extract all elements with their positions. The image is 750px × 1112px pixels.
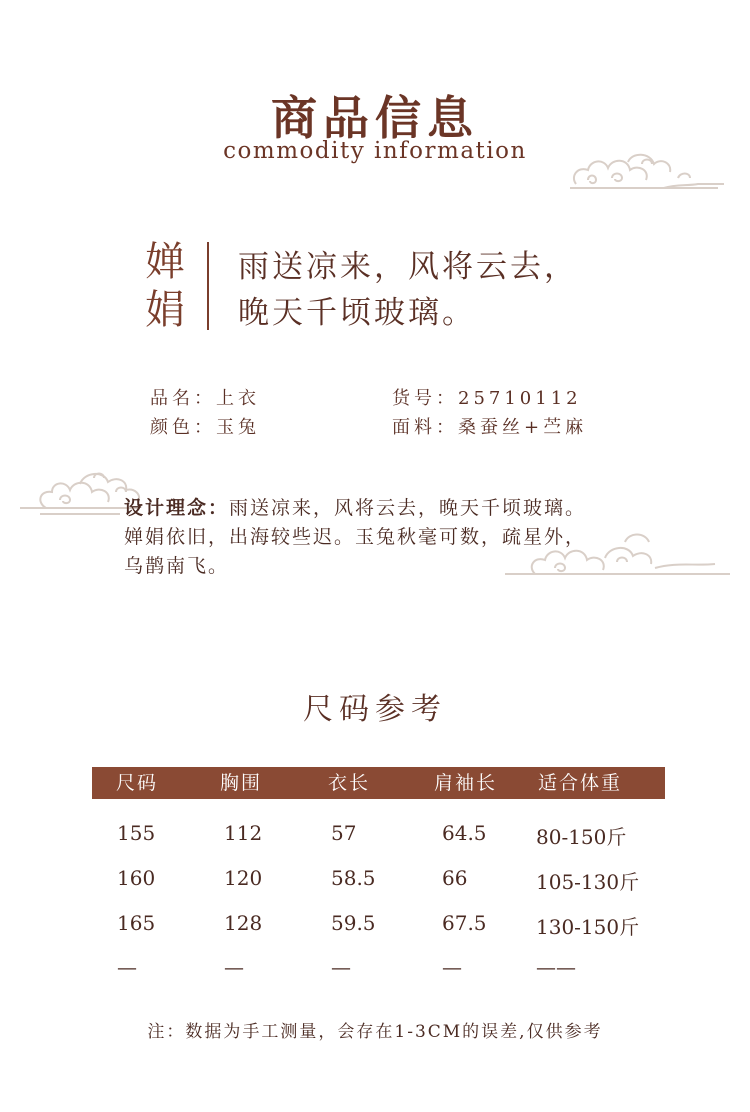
poem-line: 雨送凉来，风将云去， bbox=[238, 249, 578, 285]
product-name-field: 品名：上衣 bbox=[150, 388, 260, 409]
cloud-decoration-icon bbox=[568, 148, 728, 198]
table-cell: 112 bbox=[224, 821, 263, 845]
product-name-char: 婵 bbox=[145, 239, 185, 285]
table-cell: 155 bbox=[117, 821, 156, 845]
design-concept-line: 婵娟依旧，出海较些迟。玉兔秋毫可数，疏星外， bbox=[124, 526, 587, 548]
divider bbox=[207, 242, 209, 330]
table-cell: — bbox=[224, 955, 244, 979]
design-concept-label: 设计理念： bbox=[124, 497, 230, 519]
column-header-chest: 胸围 bbox=[220, 772, 263, 794]
size-chart-title: 尺码参考 bbox=[303, 692, 447, 727]
table-cell: 160 bbox=[117, 866, 156, 890]
table-cell: 58.5 bbox=[331, 866, 376, 890]
design-concept bbox=[124, 494, 664, 581]
fabric-field: 面料：桑蚕丝+苎麻 bbox=[392, 417, 588, 438]
table-cell: — bbox=[442, 955, 462, 979]
table-cell: 80-150斤 bbox=[536, 825, 627, 849]
design-concept-line: 乌鹊南飞。 bbox=[124, 555, 230, 577]
poem bbox=[238, 244, 578, 336]
column-header-length: 衣长 bbox=[328, 772, 371, 794]
column-header-weight: 适合体重 bbox=[538, 772, 623, 794]
table-cell: 59.5 bbox=[331, 911, 376, 935]
table-cell: 66 bbox=[442, 866, 468, 890]
measurement-note: 注：数据为手工测量，会存在1-3CM的误差,仅供参考 bbox=[147, 1022, 603, 1042]
page-title: 商品信息 bbox=[271, 91, 479, 145]
table-cell: 120 bbox=[224, 866, 263, 890]
table-cell: — bbox=[117, 955, 137, 979]
design-concept-line bbox=[124, 494, 664, 523]
product-name-vertical bbox=[145, 238, 195, 334]
table-cell: 64.5 bbox=[442, 821, 487, 845]
table-cell: 105-130斤 bbox=[536, 870, 640, 894]
table-cell: 130-150斤 bbox=[536, 915, 640, 939]
table-cell: 57 bbox=[331, 821, 357, 845]
item-number-field: 货号：25710112 bbox=[392, 388, 582, 409]
poem-line: 晚天千顷玻璃。 bbox=[238, 295, 476, 331]
table-cell: 128 bbox=[224, 911, 263, 935]
table-cell: —— bbox=[536, 955, 576, 979]
column-header-size: 尺码 bbox=[116, 772, 159, 794]
design-concept-text: 雨送凉来，风将云去，晚天千顷玻璃。 bbox=[229, 497, 587, 519]
page-subtitle: commodity information bbox=[223, 138, 527, 164]
product-name-char: 娟 bbox=[145, 287, 185, 333]
color-field: 颜色：玉兔 bbox=[150, 417, 260, 438]
column-header-shoulder-sleeve: 肩袖长 bbox=[434, 772, 498, 794]
table-cell: 67.5 bbox=[442, 911, 487, 935]
table-cell: 165 bbox=[117, 911, 156, 935]
size-table-header bbox=[92, 767, 665, 799]
table-cell: — bbox=[331, 955, 351, 979]
